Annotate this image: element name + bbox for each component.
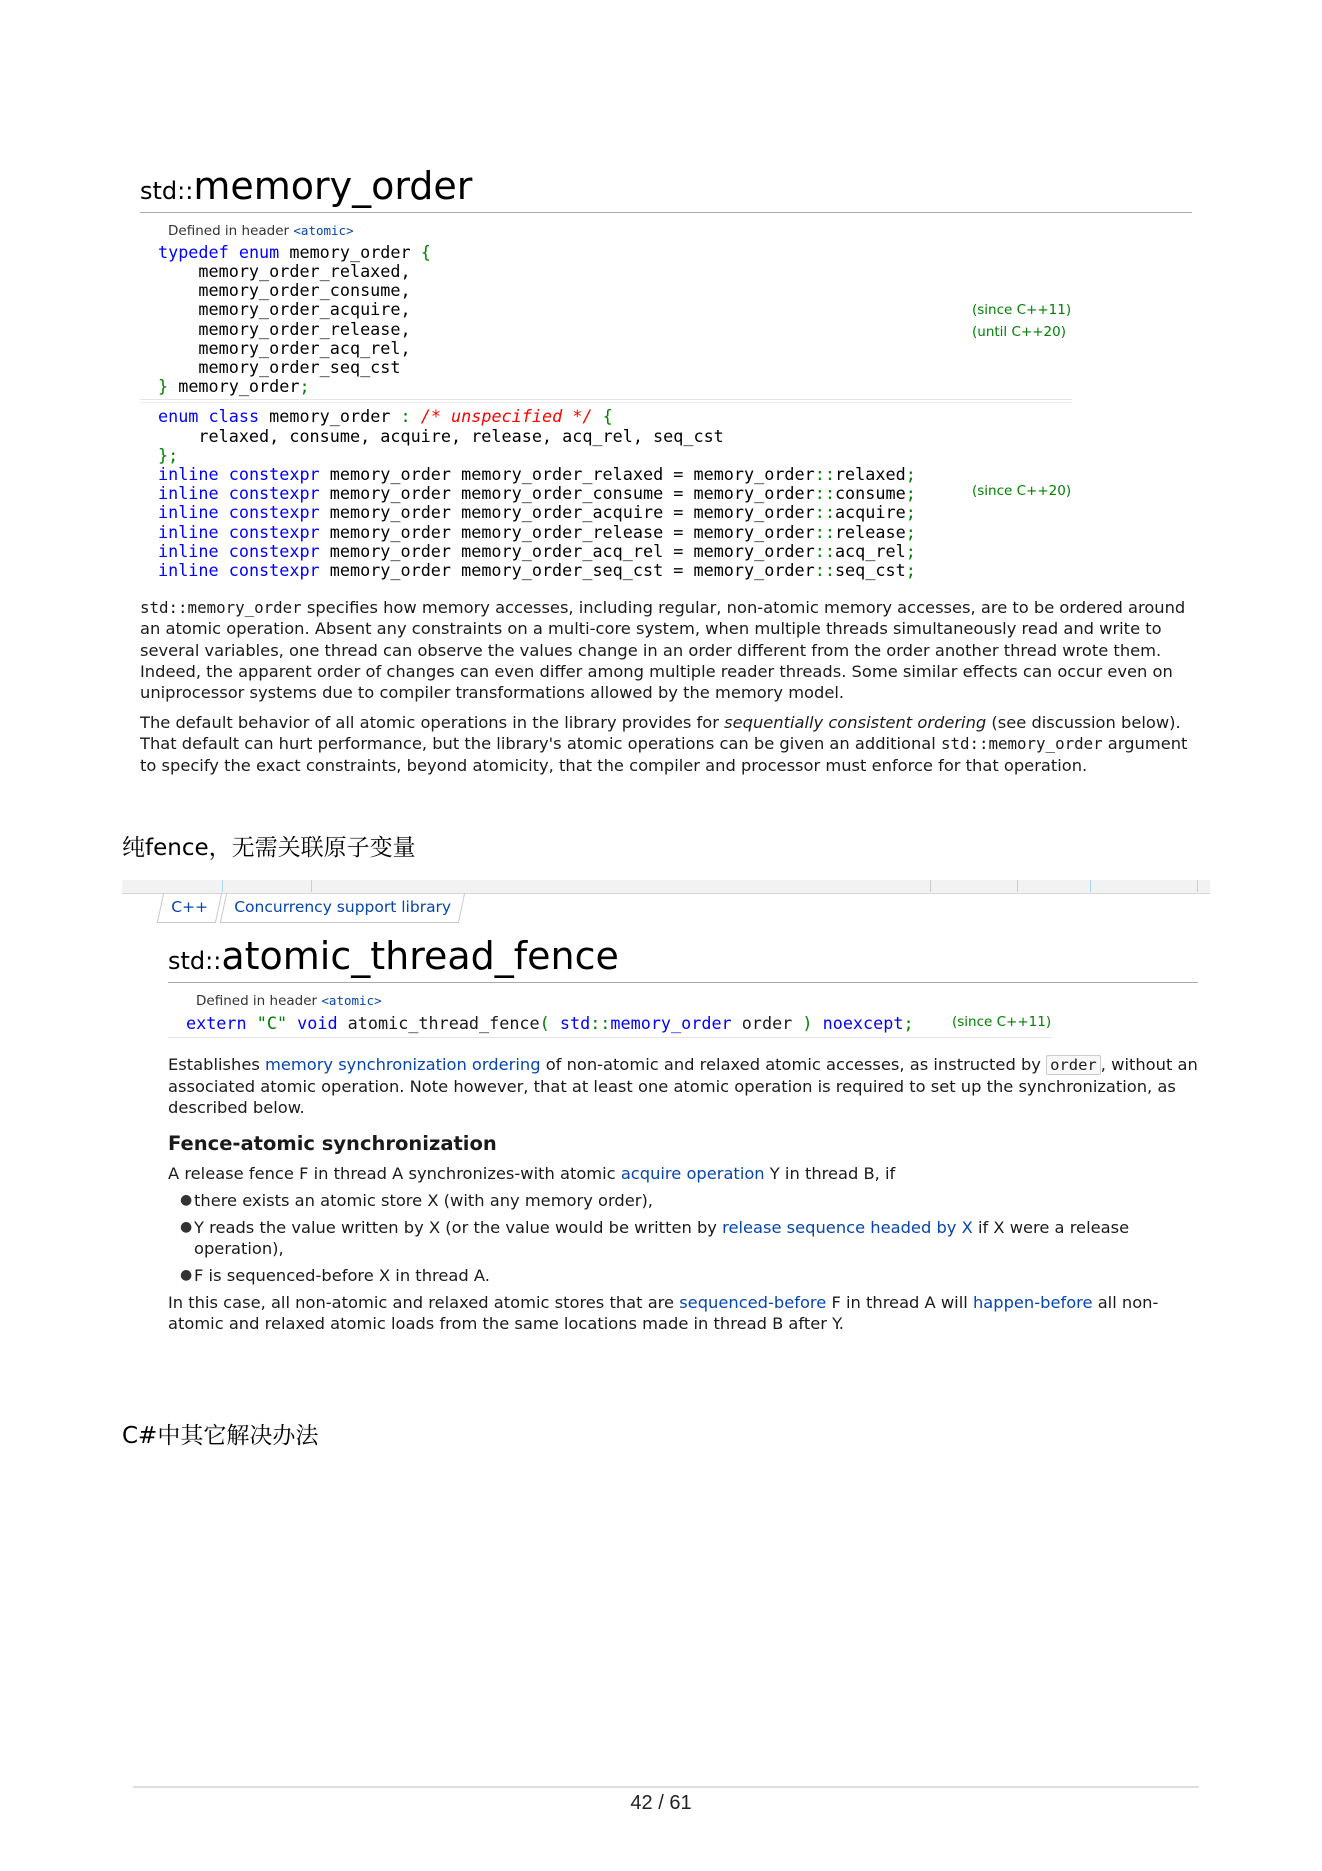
memory-order-default-behavior [140, 712, 1192, 776]
header-link[interactable]: <atomic> [293, 222, 354, 238]
intro-text-c: , without an associated atomic operation. Note however, that at least one atomic operation is required to set up the synchronization, as described below. [168, 1054, 1198, 1117]
fence-title-name: atomic_thread_fence [221, 934, 619, 978]
para2-text-a: The default behavior of all atomic operations in the library provides for [140, 713, 725, 733]
fence-since-mark: (since C++11) [952, 1013, 1052, 1030]
until-cpp20-mark: (until C++20) [972, 323, 1066, 340]
sync-text-b: Y in thread B, if [764, 1163, 896, 1183]
condition-1: there exists an atomic store X (with any memory order), [194, 1190, 653, 1210]
since-cpp11-mark: (since C++11) [972, 301, 1072, 318]
memory-order-section [140, 165, 1192, 776]
declaration-typedef [140, 241, 1072, 401]
intro-text-a: Establishes [168, 1054, 265, 1074]
condition-2-a: Y reads the value written by X (or the value would be written by [194, 1217, 723, 1237]
tab-fragment-left[interactable] [222, 880, 312, 892]
case-text-c: all non-atomic and relaxed atomic loads from the same locations made in thread B after Y. [168, 1292, 1159, 1333]
fence-case-paragraph [168, 1292, 1198, 1334]
list-item [180, 1265, 1198, 1286]
fence-intro [168, 1054, 1198, 1118]
memory-order-title [140, 165, 1192, 213]
para2-emphasis: sequentially consistent ordering [724, 713, 987, 733]
fence-code: extern "C" void atomic_thread_fence( std::memory_order order ) noexcept; [186, 1012, 914, 1033]
acquire-operation-link[interactable]: acquire operation [620, 1163, 765, 1183]
page-number: 42 / 61 [630, 1792, 692, 1814]
footer-divider [133, 1786, 1199, 1788]
case-text-b: F in thread A will [826, 1292, 973, 1312]
fence-defined-in-header [196, 993, 1198, 1009]
note-pure-fence: 纯fence，无需关联原子变量 [122, 835, 416, 861]
since-cpp20-mark: (since C++20) [972, 483, 1072, 500]
sequenced-before-link[interactable]: sequenced-before [679, 1292, 827, 1312]
fence-atomic-sync-heading: Fence-atomic synchronization [168, 1131, 497, 1155]
intro-text-b: of non-atomic and relaxed atomic accesses, as instructed by [540, 1054, 1047, 1074]
memory-order-description [140, 597, 1192, 703]
happen-before-link[interactable]: happen-before [972, 1292, 1093, 1312]
para1-text: specifies how memory accesses, including regular, non-atomic memory accesses, are to be ordered around an atomic operation. Absent any constraints on a multi-core system, when multiple threads simultaneously read and write to several variables, one thread can observe the values change in an order different from the order another thread wrote them. Indeed, the apparent order of changes can even differ among multiple reader threads. Some similar effects can occur even on uniprocessor systems due to compiler transformations allowed by the memory model. [140, 598, 1186, 702]
breadcrumb-concurrency[interactable]: Concurrency support library [220, 893, 465, 923]
memory-sync-ordering-link[interactable]: memory synchronization ordering [265, 1054, 541, 1074]
condition-2-b: if X were a release operation), [194, 1217, 1130, 1258]
fence-title [168, 935, 1198, 983]
fence-declaration [168, 1011, 1052, 1038]
fence-title-namespace: std:: [168, 947, 222, 975]
condition-3: F is sequenced-before X in thread A. [194, 1265, 490, 1285]
case-text-a: In this case, all non-atomic and relaxed atomic stores that are [168, 1292, 680, 1312]
revision-fragment[interactable] [930, 880, 1018, 892]
para2-text-c: argument to specify the exact constraints, beyond atomicity, that the compiler and processor must enforce for that operation. [140, 734, 1188, 775]
tab-fragment-right[interactable] [1090, 880, 1198, 892]
bullet-icon: ● [180, 1266, 193, 1283]
title-namespace: std:: [140, 177, 194, 205]
defined-in-header [168, 223, 1192, 239]
order-code-inline: order [1046, 1055, 1101, 1075]
list-item [180, 1190, 1198, 1211]
bullet-icon: ● [180, 1191, 193, 1208]
page-tabs-strip [122, 880, 1210, 894]
fence-header-link[interactable]: <atomic> [321, 992, 382, 1008]
release-fence-sync [168, 1163, 1198, 1184]
list-item [180, 1217, 1198, 1259]
fence-defined-in-label: Defined in header [196, 992, 318, 1009]
sync-text-a: A release fence F in thread A synchronizes-with atomic [168, 1163, 621, 1183]
code-typedef: typedef enum memory_order { memory_order_relaxed, memory_order_consume, memory_order_acquire, memory_order_release, memory_order_acq_rel, memory_order_seq_cst } memory_order; [158, 241, 431, 397]
declaration-enum-class [140, 402, 1072, 583]
code-enum-class: enum class memory_order : /* unspecified */ { relaxed, consume, acquire, release, acq_rel, seq_cst }; inline constexpr memory_order memory_order_relaxed = memory_order::relaxed; inline constexpr memory_order memory_order_consume = memory_order::consume; inline constexpr memory_order memory_order_acquire = memory_order::acquire; inline constexpr memory_order memory_order_release = memory_order::release; inline constexpr memory_order memory_order_acq_rel = memory_order::acq_rel; inline constexpr memory_order memory_order_seq_cst = memory_order::seq_cst; [158, 406, 916, 580]
breadcrumb [160, 893, 466, 923]
bullet-icon: ● [180, 1218, 193, 1235]
release-sequence-link[interactable]: release sequence headed by X [722, 1217, 973, 1237]
atomic-thread-fence-section [168, 935, 1198, 1334]
defined-in-label: Defined in header [168, 222, 290, 239]
conditions-list [168, 1190, 1198, 1286]
title-name: memory_order [193, 164, 473, 208]
para1-code: std::memory_order [140, 598, 302, 618]
breadcrumb-cpp[interactable]: C++ [157, 893, 222, 923]
para2-code: std::memory_order [940, 734, 1103, 754]
note-csharp-solutions: C#中其它解决办法 [122, 1423, 319, 1449]
para2-text-b: (see discussion below). That default can hurt performance, but the library's atomic operations can be given an additional [140, 713, 1181, 754]
